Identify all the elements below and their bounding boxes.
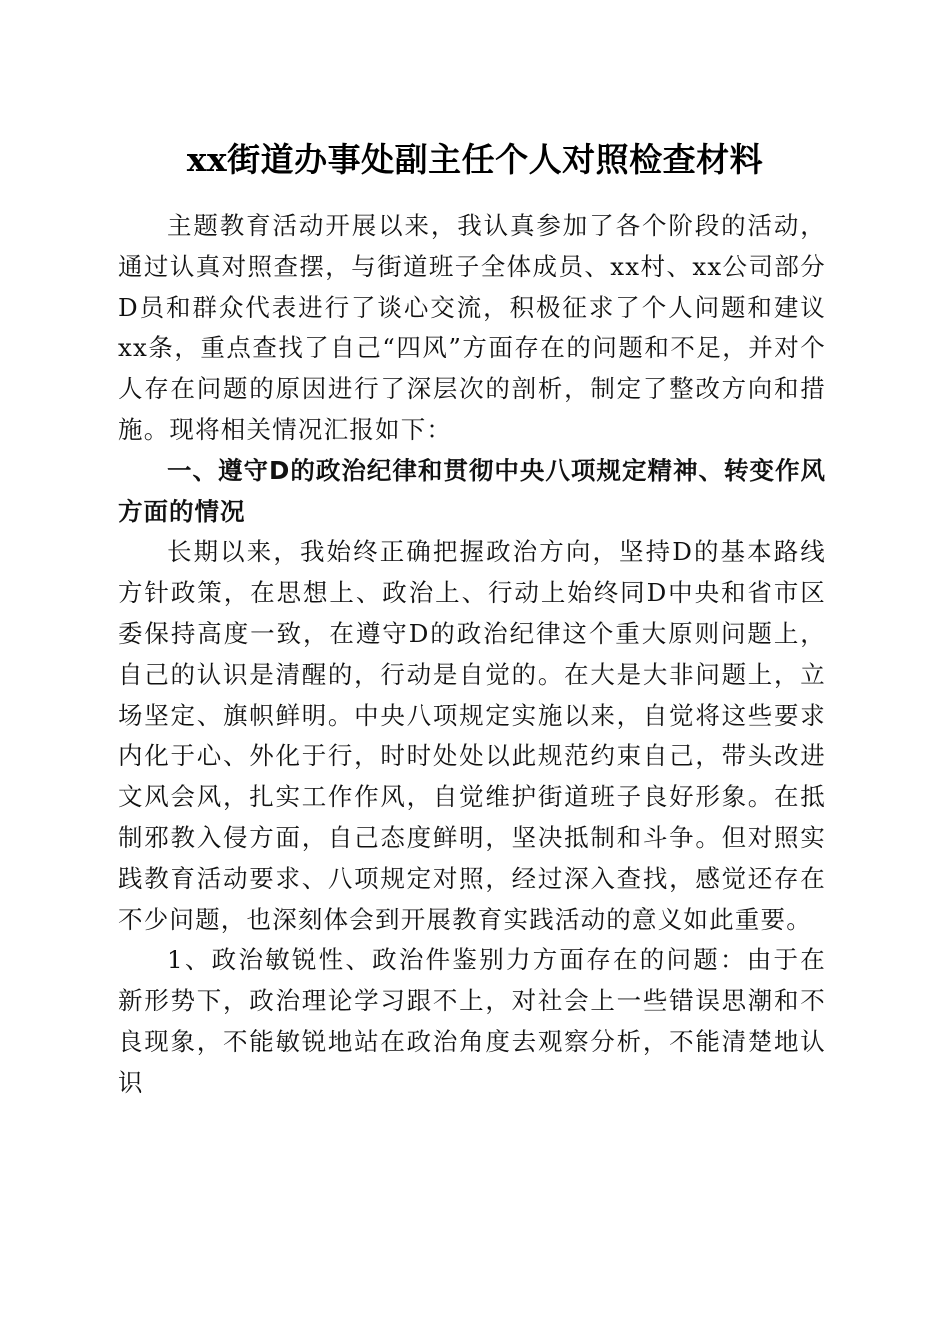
document-title: xx街道办事处副主任个人对照检查材料 [186,140,764,179]
document-body [118,206,826,1104]
section-1-heading: 一、遵守D的政治纪律和贯彻中央八项规定精神、转变作风方面的情况 [118,455,826,526]
point-1-paragraph: 1、政治敏锐性、政治件鉴别力方面存在的问题：由于在新形势下，政治理论学习跟不上，对社会上一些错误思潮和不良现象，不能敏锐地站在政治角度去观察分析，不能清楚地认识 [118,945,826,1097]
intro-paragraph: 主题教育活动开展以来，我认真参加了各个阶段的活动，通过认真对照查摆，与街道班子全体成员、xx村、xx公司部分D员和群众代表进行了谈心交流，积极征求了个人问题和建议xx条，重点查找了自己“四风”方面存在的问题和不足，并对个人存在问题的原因进行了深层次的剖析，制定了整改方向和措施。现将相关情况汇报如下： [118,211,826,444]
section-1-paragraph: 长期以来，我始终正确把握政治方向，坚持D的基本路线方针政策，在思想上、政治上、行动上始终同D中央和省市区委保持高度一致，在遵守D的政治纪律这个重大原则问题上，自己的认识是清醒的，行动是自觉的。在大是大非问题上，立场坚定、旗帜鲜明。中央八项规定实施以来，自觉将这些要求内化于心、外化于行，时时处处以此规范约束自己，带头改进文风会风，扎实工作作风，自觉维护街道班子良好形象。在抵制邪教入侵方面，自己态度鲜明，坚决抵制和斗争。但对照实践教育活动要求、八项规定对照，经过深入查找，感觉还存在不少问题，也深刻体会到开展教育实践活动的意义如此重要。 [118,537,826,934]
